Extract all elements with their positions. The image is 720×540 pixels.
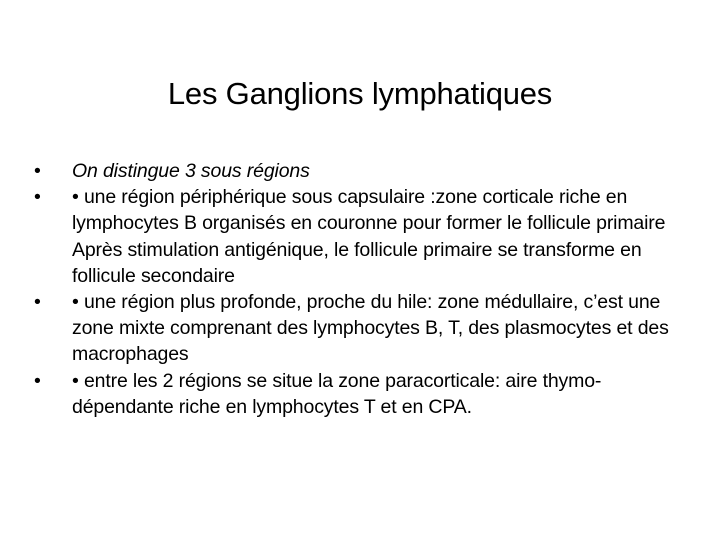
bullet-item — [34, 289, 684, 368]
bullet-text: • une région plus profonde, proche du hile: zone médullaire, c’est une zone mixte comprenant des lymphocytes B, T, des plasmocytes et des macrophages — [72, 291, 669, 366]
bullet-text: On distingue 3 sous régions — [72, 160, 310, 182]
bullet-marker: • — [34, 186, 41, 209]
bullet-item — [34, 158, 684, 184]
bullet-list — [34, 158, 684, 420]
bullet-text: • une région périphérique sous capsulaire :zone corticale riche en lymphocytes B organisés en couronne pour former le follicule primaire Après stimulation antigénique, le follicule primaire se transforme en follicule secondaire — [72, 186, 666, 287]
bullet-text: • entre les 2 régions se situe la zone paracorticale: aire thymo-dépendante riche en lymphocytes T et en CPA. — [72, 369, 602, 418]
bullet-item — [34, 184, 684, 289]
bullet-marker: • — [34, 369, 41, 392]
slide-title: Les Ganglions lymphatiques — [167, 76, 553, 111]
bullet-item — [34, 368, 684, 420]
bullet-marker: • — [34, 291, 41, 314]
bullet-marker: • — [34, 160, 41, 182]
